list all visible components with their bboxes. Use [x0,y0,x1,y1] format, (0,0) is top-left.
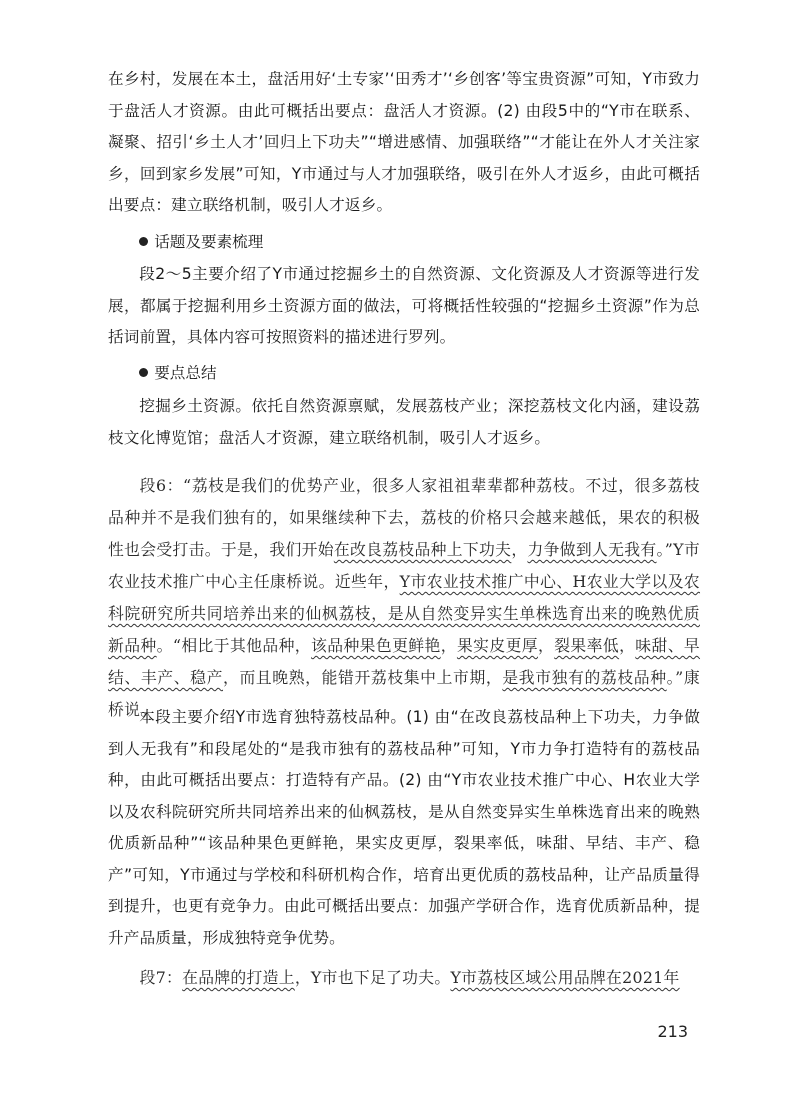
text-span: 。”康桥说。 [108,668,700,719]
summary-heading-text: 要点总结 [154,364,217,382]
text-span: ， [619,636,636,655]
underlined-phrase: 在品牌的打造上 [182,968,295,987]
text-span: ， [440,636,457,655]
summary-paragraph: 挖掘乡土资源。依托自然资源禀赋，发展荔枝产业；深挖荔枝文化内涵，建设荔枝文化博览馆；盘活人才资源，建立联络机制，吸引人才返乡。 [108,397,700,447]
underlined-phrase: Y市农业技术推广中心、H农业大学以及农科院研究所共同培养出来的仙枫荔枝，是从自然变异实生单株选育出来的晚熟优质新品种 [108,572,701,655]
topic-heading-text: 话题及要素梳理 [154,233,264,251]
underlined-phrase: 是我市独有的荔枝品种 [502,668,667,687]
underlined-phrase: 力争做到人无我有 [527,540,657,559]
paragraph-personnel-analysis: 在乡村，发展在本土，盘活用好‘土专家’‘田秀才’‘乡创客’等宝贵资源”可知，Y市致力于盘活人才资源。由此可概括出要点：盘活人才资源。(2) 由段5中的“Y市在联系、凝聚、招引‘乡土人才’回归上下功夫”“增进感情、加强联络”“才能让在外人才关注家乡，回到家乡发展”可知，Y市通过与人才加强联络，吸引在外人才返乡，由此可概括出要点：建立联络机制，吸引人才返乡。 [108,70,700,214]
topic-paragraph: 段2～5主要介绍了Y市通过挖掘乡土的自然资源、文化资源及人才资源等进行发展，都属于挖掘利用乡土资源方面的做法，可将概括性较强的“挖掘乡土资源”作为总括词前置，具体内容可按照资料的描述进行罗列。 [108,265,700,346]
analysis-paragraph: 本段主要介绍Y市选育独特荔枝品种。(1) 由“在改良荔枝品种上下功夫，力争做到人无我有”和段尾处的“是我市独有的荔枝品种”可知，Y市力争打造特有的荔枝品种，由此可概括出要点：打造特有产品。(2) 由“Y市农业技术推广中心、H农业大学以及农科院研究所共同培养出来的仙枫荔枝，是从自然变异实生单株选育出来的晚熟优质新品种”“该品种果色更鲜艳，果实皮更厚，裂果率低，味甜、早结、丰产、稳产”可知，Y市通过与学校和科研机构合作，培育出更优质的荔枝品种，让产品质量得到提升，也更有竞争力。由此可概括出要点：加强产学研合作，选育优质新品种，提升产品质量，形成独特竞争优势。 [108,708,700,947]
underlined-phrase: 味甜、早结、丰产、稳产 [108,636,701,687]
text-span: 段7： [139,968,183,987]
text-span: ， [511,540,528,559]
source-paragraph-6 [108,470,700,726]
source-paragraph-7 [108,962,700,994]
text-span: 。”Y市农业技术推广中心主任康桥说。近些年， [108,540,700,591]
summary-heading [108,358,700,390]
topic-heading [108,227,700,259]
text-span: 段6：“荔枝是我们的优势产业，很多人家祖祖辈辈都种荔枝。不过，很多荔枝品种并不是我们独有的，如果继续种下去，荔枝的价格只会越来越低，果农的积极性也会受打击。于是，我们开始 [108,476,700,559]
text-span: ，Y市也下足了功夫。 [294,968,451,987]
text-span: ， [538,636,555,655]
underlined-phrase: Y市荔枝区域公用品牌在2021年 [450,968,680,987]
underlined-phrase: 在改良荔枝品种上下功夫 [333,540,512,559]
page-number: 213 [657,1022,688,1041]
underlined-phrase: 裂果率低 [554,636,620,655]
text-span: ，而且晚熟，能错开荔枝集中上市期， [223,668,503,687]
underlined-phrase: 该品种果色更鲜艳 [311,636,441,655]
bullet-icon [139,368,148,377]
bullet-icon [139,237,148,246]
underlined-phrase: 果实皮更厚 [456,636,538,655]
text-span: 。“相比于其他品种， [156,636,312,655]
